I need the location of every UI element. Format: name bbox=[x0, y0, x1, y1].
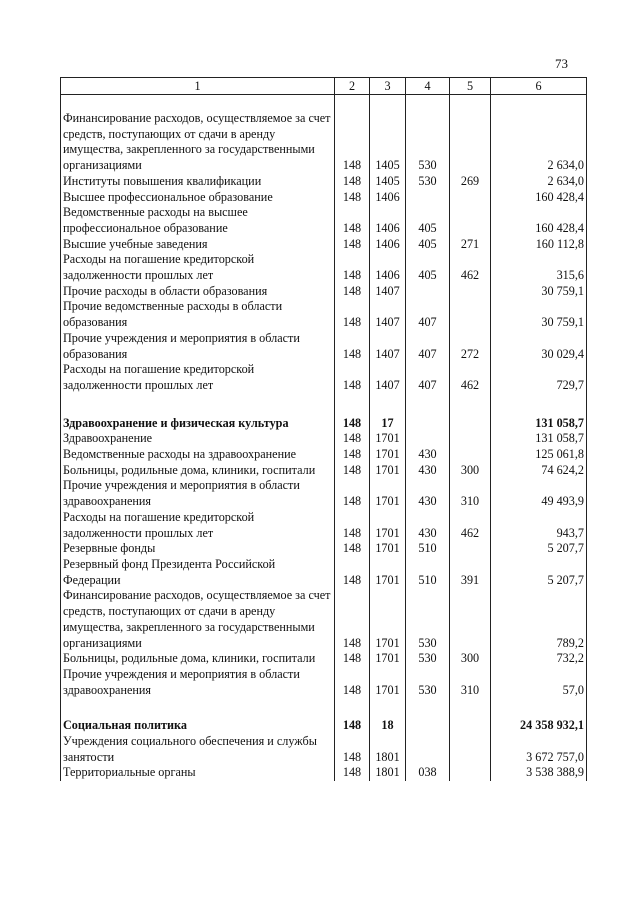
line-item-name: Учреждения социального обеспечения и службы занятости bbox=[61, 734, 335, 765]
expense-type-code bbox=[450, 205, 491, 236]
spacer-cell bbox=[450, 95, 491, 112]
expense-type-code bbox=[450, 416, 491, 432]
target-article-code: 407 bbox=[406, 362, 450, 393]
section-code: 18 bbox=[370, 718, 406, 734]
line-item-name: Высшее профессиональное образование bbox=[61, 190, 335, 206]
target-article-code bbox=[406, 431, 450, 447]
ministry-code: 148 bbox=[335, 734, 370, 765]
line-item-name: Прочие учреждения и мероприятия в области образования bbox=[61, 331, 335, 362]
ministry-code: 148 bbox=[335, 765, 370, 781]
expense-type-code bbox=[450, 447, 491, 463]
table-row bbox=[61, 667, 587, 698]
expense-type-code bbox=[450, 718, 491, 734]
line-item-name: Ведомственные расходы на здравоохранение bbox=[61, 447, 335, 463]
ministry-code: 148 bbox=[335, 431, 370, 447]
line-item-name: Расходы на погашение кредиторской задолженности прошлых лет bbox=[61, 362, 335, 393]
table-row bbox=[61, 190, 587, 206]
expense-type-code bbox=[450, 541, 491, 557]
amount: 24 358 932,1 bbox=[491, 718, 587, 734]
spacer-row bbox=[61, 394, 587, 416]
ministry-code: 148 bbox=[335, 190, 370, 206]
spacer-cell bbox=[370, 95, 406, 112]
table-header-row bbox=[61, 78, 587, 95]
target-article-code: 430 bbox=[406, 478, 450, 509]
expense-type-code bbox=[450, 190, 491, 206]
amount: 74 624,2 bbox=[491, 463, 587, 479]
target-article-code: 530 bbox=[406, 667, 450, 698]
amount: 315,6 bbox=[491, 252, 587, 283]
ministry-code: 148 bbox=[335, 510, 370, 541]
section-code: 1406 bbox=[370, 237, 406, 253]
spacer-cell bbox=[450, 394, 491, 416]
section-code: 1406 bbox=[370, 252, 406, 283]
section-code: 1407 bbox=[370, 284, 406, 300]
table-row bbox=[61, 557, 587, 588]
spacer-row bbox=[61, 95, 587, 112]
amount: 729,7 bbox=[491, 362, 587, 393]
ministry-code: 148 bbox=[335, 478, 370, 509]
line-item-name: Прочие учреждения и мероприятия в области здравоохранения bbox=[61, 667, 335, 698]
table-row bbox=[61, 174, 587, 190]
target-article-code bbox=[406, 734, 450, 765]
amount: 125 061,8 bbox=[491, 447, 587, 463]
table-row bbox=[61, 510, 587, 541]
ministry-code: 148 bbox=[335, 557, 370, 588]
target-article-code: 510 bbox=[406, 541, 450, 557]
line-item-name: Территориальные органы bbox=[61, 765, 335, 781]
table-row bbox=[61, 111, 587, 174]
amount: 30 029,4 bbox=[491, 331, 587, 362]
table-row bbox=[61, 541, 587, 557]
page-number: 73 bbox=[555, 56, 568, 71]
spacer-cell bbox=[406, 394, 450, 416]
ministry-code: 148 bbox=[335, 447, 370, 463]
line-item-name: Больницы, родильные дома, клиники, госпитали bbox=[61, 651, 335, 667]
expense-type-code bbox=[450, 765, 491, 781]
section-code: 1701 bbox=[370, 478, 406, 509]
column-header-6: 6 bbox=[491, 78, 587, 95]
table-row bbox=[61, 588, 587, 651]
section-code: 1801 bbox=[370, 734, 406, 765]
spacer-cell bbox=[61, 95, 335, 112]
section-code: 1701 bbox=[370, 431, 406, 447]
section-code: 1701 bbox=[370, 651, 406, 667]
section-code: 1405 bbox=[370, 111, 406, 174]
target-article-code: 530 bbox=[406, 174, 450, 190]
amount: 2 634,0 bbox=[491, 174, 587, 190]
column-header-2: 2 bbox=[335, 78, 370, 95]
ministry-code: 148 bbox=[335, 718, 370, 734]
table-row bbox=[61, 299, 587, 330]
line-item-name: Здравоохранение и физическая культура bbox=[61, 416, 335, 432]
section-header-row bbox=[61, 718, 587, 734]
amount: 5 207,7 bbox=[491, 541, 587, 557]
ministry-code: 148 bbox=[335, 651, 370, 667]
spacer-cell bbox=[491, 698, 587, 718]
table-row bbox=[61, 651, 587, 667]
amount: 160 428,4 bbox=[491, 205, 587, 236]
target-article-code bbox=[406, 284, 450, 300]
target-article-code: 530 bbox=[406, 588, 450, 651]
ministry-code: 148 bbox=[335, 111, 370, 174]
line-item-name: Расходы на погашение кредиторской задолженности прошлых лет bbox=[61, 510, 335, 541]
line-item-name: Социальная политика bbox=[61, 718, 335, 734]
spacer-cell bbox=[406, 95, 450, 112]
spacer-cell bbox=[335, 394, 370, 416]
column-header-4: 4 bbox=[406, 78, 450, 95]
ministry-code: 148 bbox=[335, 362, 370, 393]
target-article-code: 405 bbox=[406, 252, 450, 283]
ministry-code: 148 bbox=[335, 284, 370, 300]
ministry-code: 148 bbox=[335, 237, 370, 253]
table-row bbox=[61, 237, 587, 253]
table-row bbox=[61, 765, 587, 781]
table-row bbox=[61, 447, 587, 463]
amount: 789,2 bbox=[491, 588, 587, 651]
table-row bbox=[61, 362, 587, 393]
line-item-name: Институты повышения квалификации bbox=[61, 174, 335, 190]
table-row bbox=[61, 478, 587, 509]
line-item-name: Ведомственные расходы на высшее профессиональное образование bbox=[61, 205, 335, 236]
table-row bbox=[61, 252, 587, 283]
spacer-row bbox=[61, 698, 587, 718]
spacer-cell bbox=[491, 95, 587, 112]
section-code: 1801 bbox=[370, 765, 406, 781]
column-header-1: 1 bbox=[61, 78, 335, 95]
amount: 131 058,7 bbox=[491, 431, 587, 447]
expense-type-code: 271 bbox=[450, 237, 491, 253]
line-item-name: Прочие ведомственные расходы в области образования bbox=[61, 299, 335, 330]
section-code: 1406 bbox=[370, 205, 406, 236]
section-code: 1701 bbox=[370, 541, 406, 557]
expense-type-code bbox=[450, 284, 491, 300]
spacer-cell bbox=[61, 698, 335, 718]
ministry-code: 148 bbox=[335, 174, 370, 190]
expense-type-code: 300 bbox=[450, 651, 491, 667]
spacer-cell bbox=[450, 698, 491, 718]
table-row bbox=[61, 431, 587, 447]
section-code: 1405 bbox=[370, 174, 406, 190]
line-item-name: Расходы на погашение кредиторской задолженности прошлых лет bbox=[61, 252, 335, 283]
spacer-cell bbox=[61, 394, 335, 416]
ministry-code: 148 bbox=[335, 252, 370, 283]
ministry-code: 148 bbox=[335, 588, 370, 651]
expense-type-code bbox=[450, 299, 491, 330]
expense-type-code: 462 bbox=[450, 510, 491, 541]
expense-type-code: 269 bbox=[450, 174, 491, 190]
target-article-code: 530 bbox=[406, 651, 450, 667]
expense-type-code bbox=[450, 431, 491, 447]
table-row bbox=[61, 463, 587, 479]
expense-type-code: 462 bbox=[450, 252, 491, 283]
target-article-code: 405 bbox=[406, 237, 450, 253]
spacer-cell bbox=[335, 95, 370, 112]
target-article-code: 038 bbox=[406, 765, 450, 781]
line-item-name: Финансирование расходов, осуществляемое за счет средств, поступающих от сдачи в аренду имущества, закрепленного за государственными организациями bbox=[61, 111, 335, 174]
ministry-code: 148 bbox=[335, 541, 370, 557]
column-header-3: 3 bbox=[370, 78, 406, 95]
amount: 160 428,4 bbox=[491, 190, 587, 206]
table-row bbox=[61, 205, 587, 236]
ministry-code: 148 bbox=[335, 463, 370, 479]
section-code: 1407 bbox=[370, 362, 406, 393]
expense-type-code: 391 bbox=[450, 557, 491, 588]
spacer-cell bbox=[370, 698, 406, 718]
amount: 5 207,7 bbox=[491, 557, 587, 588]
ministry-code: 148 bbox=[335, 667, 370, 698]
target-article-code: 510 bbox=[406, 557, 450, 588]
amount: 30 759,1 bbox=[491, 284, 587, 300]
target-article-code: 430 bbox=[406, 510, 450, 541]
target-article-code bbox=[406, 718, 450, 734]
amount: 49 493,9 bbox=[491, 478, 587, 509]
spacer-cell bbox=[370, 394, 406, 416]
budget-table bbox=[60, 77, 587, 781]
spacer-cell bbox=[491, 394, 587, 416]
amount: 57,0 bbox=[491, 667, 587, 698]
line-item-name: Высшие учебные заведения bbox=[61, 237, 335, 253]
section-header-row bbox=[61, 416, 587, 432]
amount: 3 538 388,9 bbox=[491, 765, 587, 781]
table-row bbox=[61, 734, 587, 765]
section-code: 17 bbox=[370, 416, 406, 432]
ministry-code: 148 bbox=[335, 205, 370, 236]
amount: 2 634,0 bbox=[491, 111, 587, 174]
expense-type-code: 462 bbox=[450, 362, 491, 393]
section-code: 1407 bbox=[370, 331, 406, 362]
line-item-name: Резервный фонд Президента Российской Федерации bbox=[61, 557, 335, 588]
line-item-name: Резервные фонды bbox=[61, 541, 335, 557]
line-item-name: Здравоохранение bbox=[61, 431, 335, 447]
expense-type-code bbox=[450, 111, 491, 174]
line-item-name: Прочие учреждения и мероприятия в области здравоохранения bbox=[61, 478, 335, 509]
section-code: 1701 bbox=[370, 463, 406, 479]
section-code: 1701 bbox=[370, 588, 406, 651]
spacer-cell bbox=[335, 698, 370, 718]
target-article-code: 430 bbox=[406, 463, 450, 479]
target-article-code: 430 bbox=[406, 447, 450, 463]
section-code: 1406 bbox=[370, 190, 406, 206]
expense-type-code bbox=[450, 588, 491, 651]
table-body bbox=[61, 95, 587, 782]
expense-type-code: 300 bbox=[450, 463, 491, 479]
amount: 160 112,8 bbox=[491, 237, 587, 253]
section-code: 1701 bbox=[370, 510, 406, 541]
section-code: 1701 bbox=[370, 447, 406, 463]
target-article-code bbox=[406, 416, 450, 432]
section-code: 1701 bbox=[370, 557, 406, 588]
section-code: 1701 bbox=[370, 667, 406, 698]
ministry-code: 148 bbox=[335, 331, 370, 362]
spacer-cell bbox=[406, 698, 450, 718]
target-article-code bbox=[406, 190, 450, 206]
expense-type-code: 272 bbox=[450, 331, 491, 362]
target-article-code: 407 bbox=[406, 299, 450, 330]
amount: 30 759,1 bbox=[491, 299, 587, 330]
expense-type-code bbox=[450, 734, 491, 765]
section-code: 1407 bbox=[370, 299, 406, 330]
target-article-code: 407 bbox=[406, 331, 450, 362]
ministry-code: 148 bbox=[335, 416, 370, 432]
column-header-5: 5 bbox=[450, 78, 491, 95]
expense-type-code: 310 bbox=[450, 667, 491, 698]
amount: 943,7 bbox=[491, 510, 587, 541]
line-item-name: Прочие расходы в области образования bbox=[61, 284, 335, 300]
amount: 131 058,7 bbox=[491, 416, 587, 432]
target-article-code: 405 bbox=[406, 205, 450, 236]
line-item-name: Финансирование расходов, осуществляемое за счет средств, поступающих от сдачи в аренду имущества, закрепленного за государственными организациями bbox=[61, 588, 335, 651]
line-item-name: Больницы, родильные дома, клиники, госпитали bbox=[61, 463, 335, 479]
amount: 3 672 757,0 bbox=[491, 734, 587, 765]
table-row bbox=[61, 331, 587, 362]
target-article-code: 530 bbox=[406, 111, 450, 174]
amount: 732,2 bbox=[491, 651, 587, 667]
table-row bbox=[61, 284, 587, 300]
ministry-code: 148 bbox=[335, 299, 370, 330]
expense-type-code: 310 bbox=[450, 478, 491, 509]
